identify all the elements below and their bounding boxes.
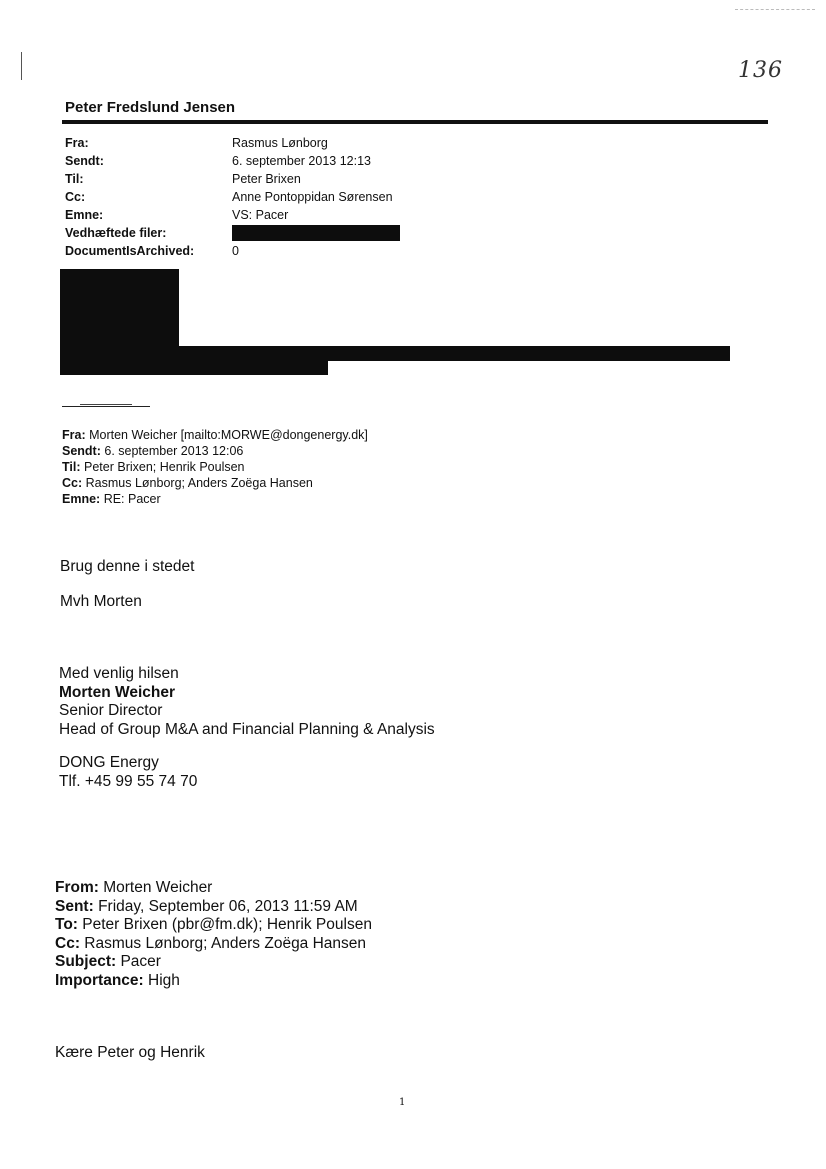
company-block	[59, 754, 359, 791]
original-subject-label: Subject:	[55, 953, 117, 970]
original-from-value: Morten Weicher	[103, 879, 213, 896]
forwarded-sent-label: Sendt:	[62, 444, 101, 458]
scan-artifact-left	[21, 52, 22, 80]
signature-title: Senior Director	[59, 702, 163, 719]
archived-value: 0	[232, 244, 239, 258]
forwarded-sent-value: 6. september 2013 12:06	[104, 444, 244, 458]
header-label: Cc:	[65, 190, 86, 204]
separator-line	[62, 406, 150, 407]
signature-block	[59, 665, 539, 739]
redaction-attachments	[232, 225, 400, 241]
document-owner-name: Peter Fredslund Jensen	[65, 99, 236, 116]
header-label: Fra:	[65, 136, 89, 150]
forwarded-from-label: Fra:	[62, 428, 86, 442]
signature-name: Morten Weicher	[59, 683, 175, 701]
original-header	[55, 879, 535, 990]
forwarded-to	[62, 459, 562, 475]
header-field-subject	[65, 206, 485, 224]
forwarded-subject	[62, 491, 562, 507]
forwarded-from	[62, 427, 562, 443]
forwarded-to-value: Peter Brixen; Henrik Poulsen	[84, 460, 245, 474]
original-sent-label: Sent:	[55, 897, 94, 915]
original-to-label: To:	[55, 916, 78, 933]
redaction-block-3	[60, 355, 328, 375]
forwarded-cc	[62, 475, 562, 491]
header-value: Peter Brixen	[232, 172, 301, 186]
signature-role: Head of Group M&A and Financial Planning & Analysis	[59, 720, 435, 738]
header-value: Anne Pontoppidan Sørensen	[232, 190, 393, 204]
forwarded-subject-value: RE: Pacer	[103, 492, 161, 506]
original-from	[55, 879, 535, 898]
header-field-sent	[65, 152, 485, 170]
header-field-cc	[65, 188, 485, 206]
attachments-label: Vedhæftede filer:	[65, 226, 167, 240]
original-cc-label: Cc:	[55, 934, 80, 952]
original-to	[55, 916, 535, 935]
original-importance	[55, 972, 535, 991]
original-importance-label: Importance:	[55, 971, 144, 989]
original-importance-value: High	[148, 971, 180, 989]
header-label: Emne:	[65, 208, 104, 222]
header-value: VS: Pacer	[232, 208, 289, 222]
header-field-from	[65, 134, 485, 152]
original-subject	[55, 953, 535, 972]
header-field-to	[65, 170, 485, 188]
header-label: Til:	[65, 172, 84, 186]
forwarded-subject-label: Emne:	[62, 492, 101, 506]
header-rule	[62, 120, 768, 124]
header-fields	[65, 134, 485, 224]
original-from-label: From:	[55, 879, 99, 896]
body-line-2: Mvh Morten	[60, 593, 142, 610]
original-sent-value: Friday, September 06, 2013 11:59 AM	[98, 897, 358, 915]
original-cc-value: Rasmus Lønborg; Anders Zoëga Hansen	[84, 934, 367, 952]
body-line-1: Brug denne i stedet	[60, 558, 195, 575]
header-value: 6. september 2013 12:13	[232, 154, 371, 168]
forwarded-sent	[62, 443, 562, 459]
page-annotation: 136	[738, 58, 783, 83]
page-number: 1	[399, 1097, 406, 1108]
archived-label: DocumentIsArchived:	[65, 244, 195, 258]
forwarded-from-value: Morten Weicher [mailto:MORWE@dongenergy.dk]	[89, 428, 368, 442]
header-value: Rasmus Lønborg	[232, 136, 328, 150]
redaction-block-1	[60, 269, 179, 355]
archived-row	[65, 242, 485, 260]
forwarded-header	[62, 427, 562, 507]
forwarded-cc-value: Rasmus Lønborg; Anders Zoëga Hansen	[85, 476, 313, 490]
separator-line-short	[80, 404, 132, 405]
original-to-value: Peter Brixen (pbr@fm.dk); Henrik Poulsen	[82, 916, 372, 933]
company-phone: Tlf. +45 99 55 74 70	[59, 772, 198, 790]
forwarded-cc-label: Cc:	[62, 476, 83, 490]
company-name: DONG Energy	[59, 754, 159, 771]
signature-greeting: Med venlig hilsen	[59, 665, 179, 682]
original-cc	[55, 935, 535, 954]
original-subject-value: Pacer	[120, 953, 161, 970]
header-label: Sendt:	[65, 154, 104, 168]
scan-artifact-top	[735, 9, 815, 10]
original-sent	[55, 898, 535, 917]
original-salutation: Kære Peter og Henrik	[55, 1044, 205, 1061]
forwarded-to-label: Til:	[62, 460, 81, 474]
